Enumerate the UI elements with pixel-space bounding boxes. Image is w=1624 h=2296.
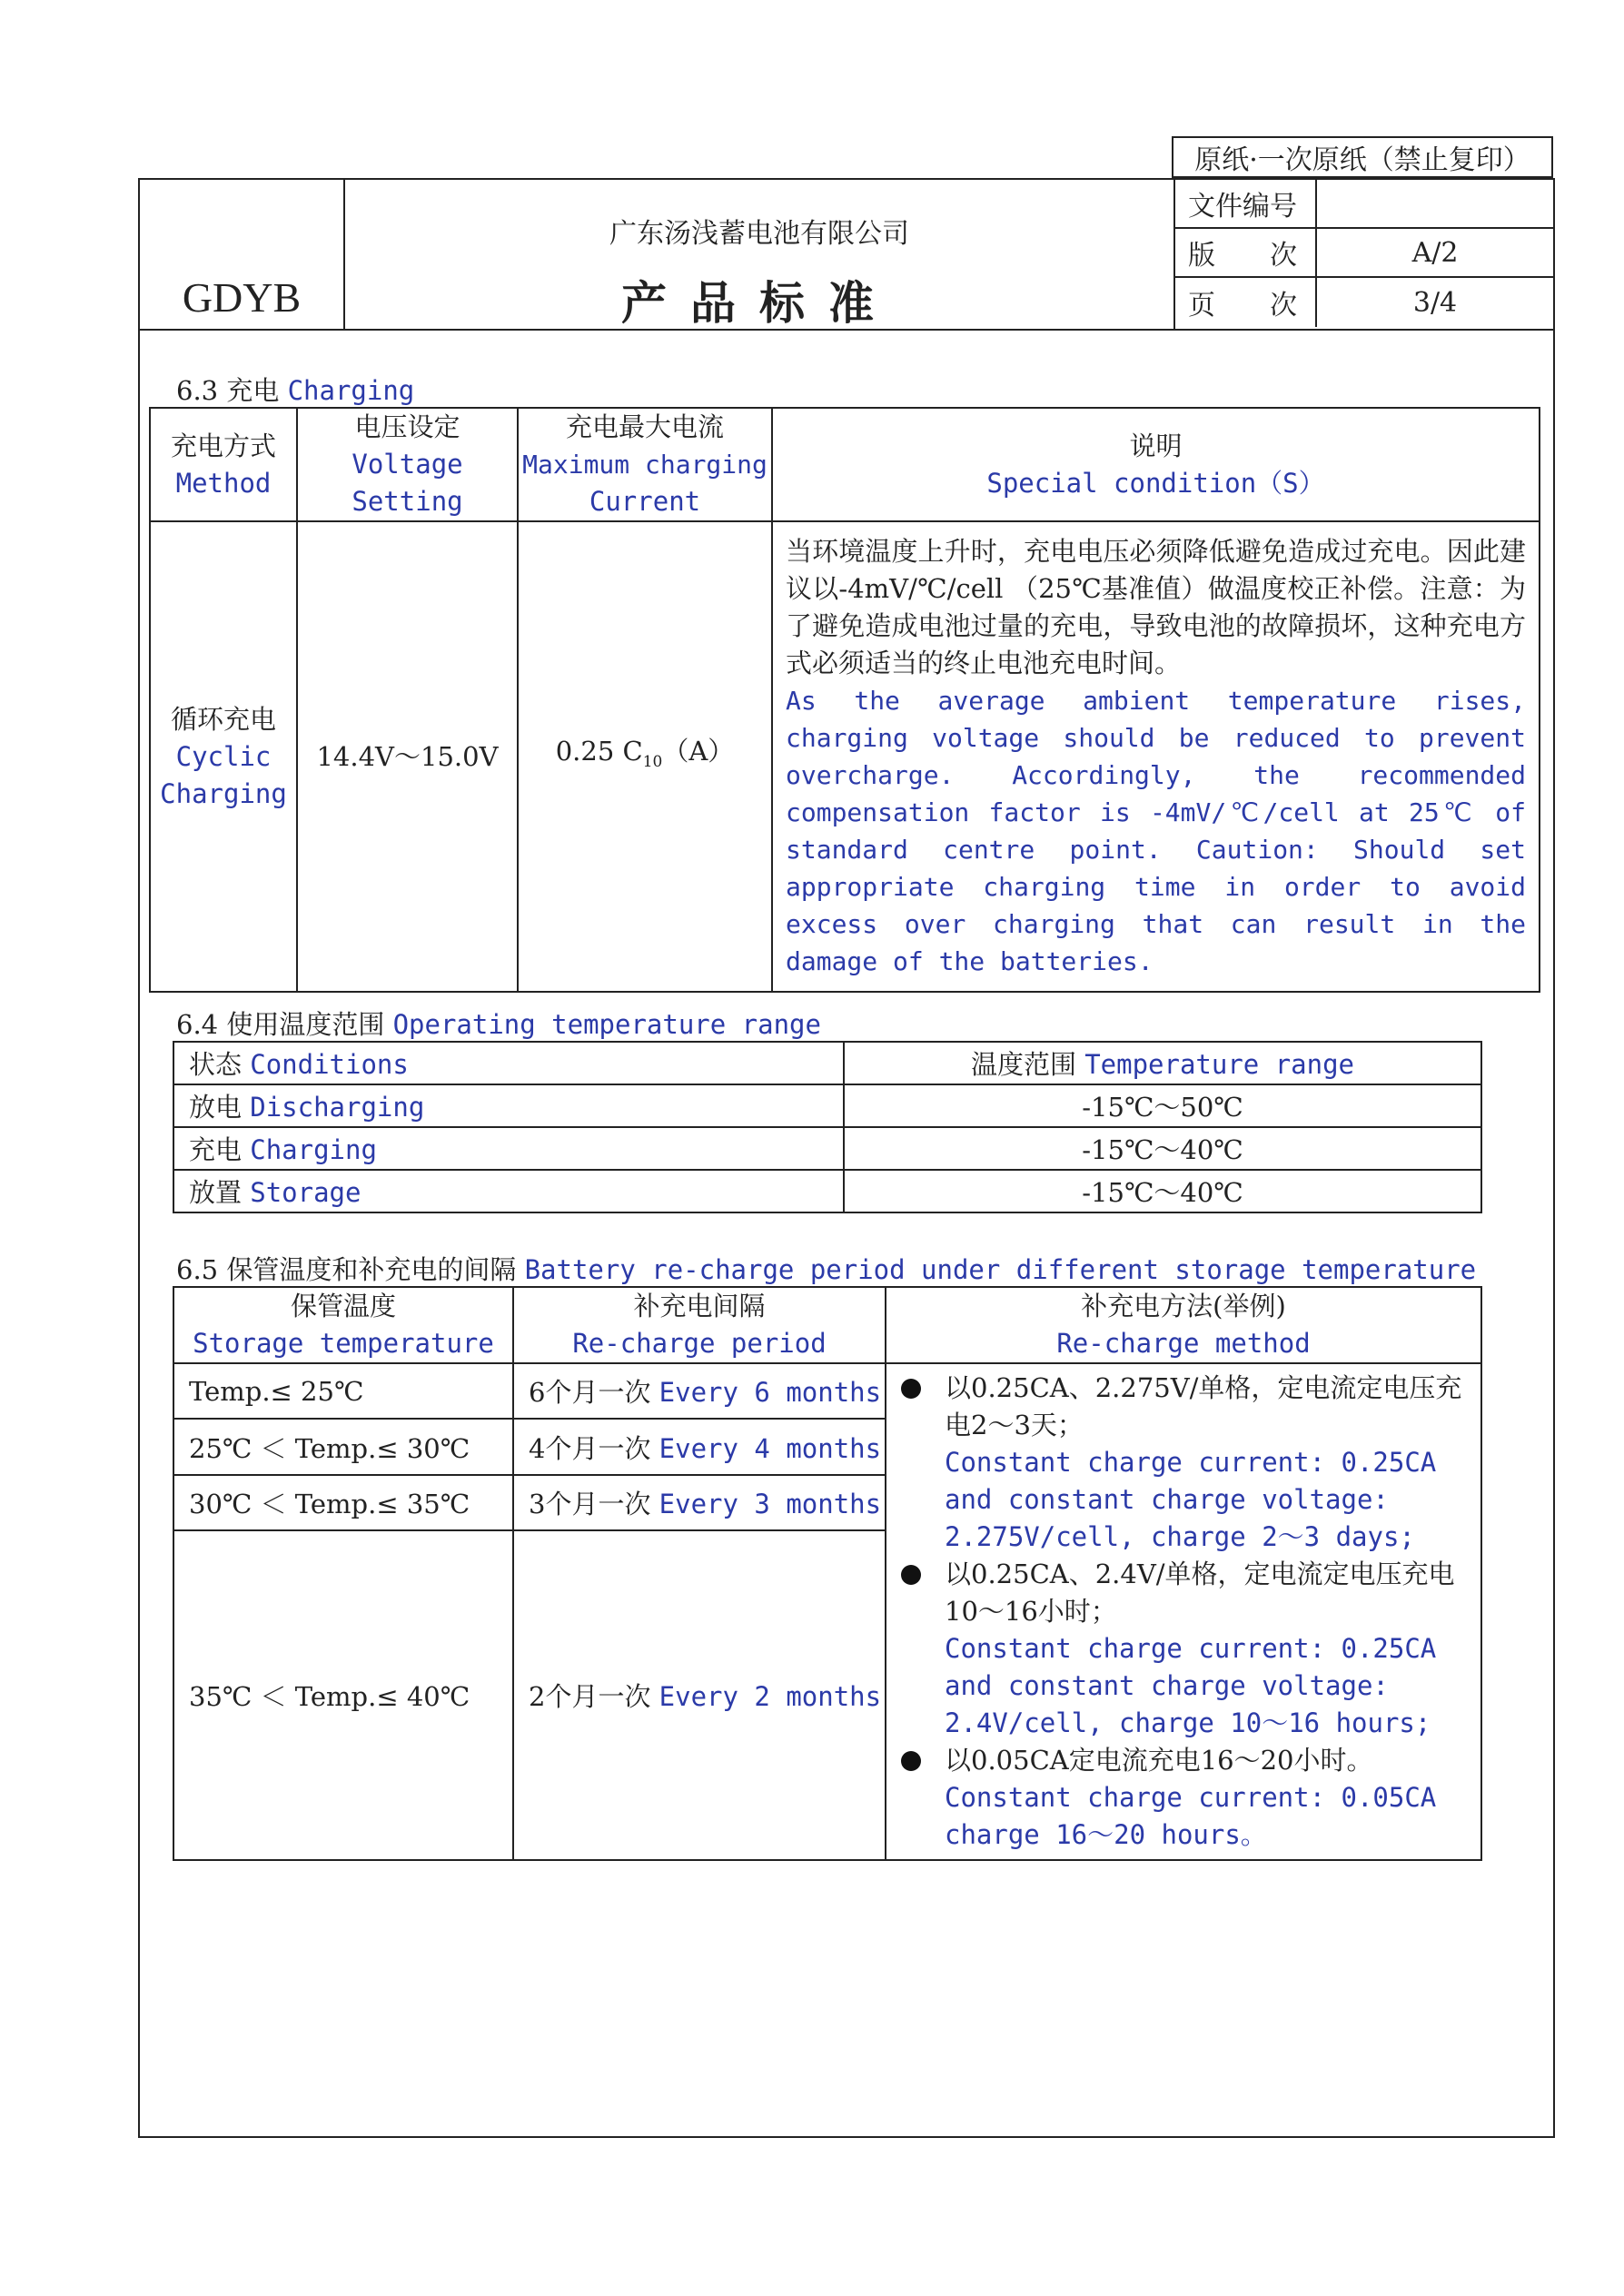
header-cn: 说明	[1129, 430, 1183, 461]
period-cn: 6个月一次	[529, 1377, 651, 1409]
period-en: Every 4 months	[659, 1432, 882, 1464]
meta-row-file-number	[1175, 180, 1553, 229]
charging-table	[149, 407, 1540, 993]
mode-cn: 循环充电	[170, 703, 276, 735]
meta-value	[1317, 180, 1553, 227]
section-number: 6.4 使用温度范围	[176, 1009, 385, 1040]
condition-en: Charging	[250, 1134, 377, 1165]
operating-temperature-table	[173, 1041, 1482, 1213]
header-en: Setting	[352, 486, 463, 517]
section-6-3-title	[176, 371, 414, 408]
table-row	[150, 521, 1540, 992]
temp-cell: Temp.≤ 25℃	[173, 1363, 513, 1419]
condition-cn: 放电	[189, 1092, 243, 1123]
header-cn: 补充电间隔	[633, 1291, 766, 1321]
current-subscript: 10	[642, 752, 663, 771]
meta-row-revision	[1175, 229, 1553, 278]
meta-label: 页 次	[1175, 278, 1317, 327]
voltage-cell: 14.4V～15.0V	[297, 521, 518, 992]
header-en: Current	[589, 486, 701, 517]
header-cn: 保管温度	[290, 1291, 396, 1321]
method-en: Constant charge current: 0.05CA charge 16～20 hours。	[945, 1782, 1437, 1850]
header-cn: 温度范围	[970, 1049, 1076, 1080]
table-header-row	[173, 1042, 1481, 1084]
method-cn: 以0.25CA、2.275V/单格，定电流定电压充电2～3天；	[945, 1372, 1462, 1440]
header-recharge-period	[513, 1287, 886, 1363]
header-en: Re-charge method	[1056, 1328, 1311, 1359]
temp-cell: 25℃ ＜ Temp.≤ 30℃	[173, 1419, 513, 1474]
header-en: Temperature range	[1084, 1049, 1355, 1080]
bullet-icon	[901, 1565, 921, 1585]
condition-cell	[173, 1127, 844, 1170]
meta-label: 文件编号	[1175, 180, 1317, 227]
mode-cell	[150, 521, 297, 992]
document-meta	[1175, 180, 1553, 329]
current-unit: （A）	[662, 735, 735, 767]
mode-en: Cyclic	[175, 740, 272, 772]
section-title-en: Battery re-charge period under different storage temperature	[524, 1254, 1477, 1285]
header-en: Special condition（S）	[986, 467, 1325, 499]
temp-cell: 30℃ ＜ Temp.≤ 35℃	[173, 1475, 513, 1530]
document-header	[140, 180, 1553, 331]
meta-row-page	[1175, 278, 1553, 327]
period-en: Every 3 months	[659, 1489, 882, 1520]
period-cell	[513, 1363, 886, 1419]
header-voltage	[297, 408, 518, 521]
table-row	[173, 1363, 1481, 1419]
condition-cell	[173, 1084, 844, 1127]
bullet-icon	[901, 1751, 921, 1771]
current-value: 0.25 C	[555, 735, 643, 767]
method-cell	[886, 1363, 1481, 1860]
header-conditions	[173, 1042, 844, 1084]
company-name: 广东汤浅蓄电池有限公司	[609, 218, 909, 250]
header-cn: 充电最大电流	[565, 411, 724, 442]
section-title-en: Charging	[287, 375, 415, 406]
header-en: Maximum charging	[522, 450, 767, 480]
table-header-row	[150, 408, 1540, 521]
header-en: Storage temperature	[193, 1328, 494, 1359]
table-row	[173, 1127, 1481, 1170]
meta-label: 版 次	[1175, 229, 1317, 276]
header-en: Method	[175, 467, 272, 499]
document-title: 产品标准	[621, 276, 897, 330]
method-item	[901, 1370, 1471, 1556]
copy-stamp: 原纸·一次原纸（禁止复印）	[1172, 136, 1553, 178]
period-cn: 4个月一次	[529, 1432, 651, 1464]
header-recharge-method	[886, 1287, 1481, 1363]
method-cn: 以0.05CA定电流充电16～20小时。	[945, 1745, 1373, 1776]
condition-cn: 放置	[189, 1177, 243, 1208]
description-cn: 当环境温度上升时，充电电压必须降低避免造成过充电。因此建议以-4mV/℃/cell （25℃基准值）做温度校正补偿。注意：为了避免造成电池过量的充电，导致电池的故障损坏，这种充电方式必须适当的终止电池充电时间。	[786, 536, 1526, 678]
method-item	[901, 1556, 1471, 1742]
header-range	[844, 1042, 1481, 1084]
section-number: 6.3 充电	[176, 375, 280, 406]
recharge-period-table	[173, 1286, 1482, 1861]
description-en: As the average ambient temperature rises, charging voltage should be reduced to prevent overcharge. Accordingly, the recommended compensation factor is -4mV/℃/cell at 25℃ of standard centre point. Caution: Should set appropriate charging time in order to avoid excess over charging that can result in the damage of the batteries.	[786, 686, 1526, 976]
period-en: Every 6 months	[659, 1377, 882, 1409]
section-number: 6.5 保管温度和补充电的间隔	[176, 1254, 517, 1285]
header-current	[518, 408, 772, 521]
header-method	[150, 408, 297, 521]
current-cell	[518, 521, 772, 992]
header-cn: 补充电方法(举例)	[1081, 1291, 1286, 1321]
header-note	[772, 408, 1540, 521]
period-cell	[513, 1419, 886, 1474]
section-6-5-title	[176, 1250, 1476, 1287]
title-block	[345, 180, 1175, 329]
section-6-4-title	[176, 1004, 821, 1042]
header-cn: 状态	[189, 1049, 243, 1080]
method-en: Constant charge current: 0.25CA and constant charge voltage: 2.4V/cell, charge 10～16 hours;	[945, 1633, 1437, 1738]
period-cn: 2个月一次	[529, 1681, 651, 1713]
header-en: Re-charge period	[572, 1328, 827, 1359]
header-cn: 电压设定	[354, 411, 460, 442]
header-en: Conditions	[250, 1049, 409, 1080]
header-storage-temp	[173, 1287, 513, 1363]
condition-cn: 充电	[189, 1134, 243, 1165]
table-row	[173, 1170, 1481, 1212]
header-en: Voltage	[352, 449, 463, 480]
section-title-en: Operating temperature range	[392, 1009, 821, 1040]
method-cn: 以0.25CA、2.4V/单格，定电流定电压充电10～16小时；	[945, 1559, 1455, 1627]
period-cn: 3个月一次	[529, 1489, 651, 1520]
condition-cell	[173, 1170, 844, 1212]
company-code: GDYB	[140, 180, 345, 329]
period-en: Every 2 months	[659, 1681, 882, 1713]
mode-en: Charging	[160, 777, 287, 809]
range-cell: -15℃～40℃	[844, 1127, 1481, 1170]
condition-en: Storage	[250, 1177, 361, 1208]
table-header-row	[173, 1287, 1481, 1363]
description-cell	[772, 521, 1540, 992]
header-cn: 充电方式	[170, 430, 276, 461]
method-item	[901, 1742, 1471, 1854]
method-en: Constant charge current: 0.25CA and constant charge voltage: 2.275V/cell, charge 2～3 days;	[945, 1447, 1437, 1552]
temp-cell: 35℃ ＜ Temp.≤ 40℃	[173, 1530, 513, 1860]
range-cell: -15℃～40℃	[844, 1170, 1481, 1212]
condition-en: Discharging	[250, 1092, 425, 1123]
period-cell	[513, 1530, 886, 1860]
range-cell: -15℃～50℃	[844, 1084, 1481, 1127]
meta-value: 3/4	[1412, 286, 1458, 319]
table-row	[173, 1084, 1481, 1127]
bullet-icon	[901, 1379, 921, 1399]
period-cell	[513, 1475, 886, 1530]
meta-value: A/2	[1411, 236, 1459, 269]
